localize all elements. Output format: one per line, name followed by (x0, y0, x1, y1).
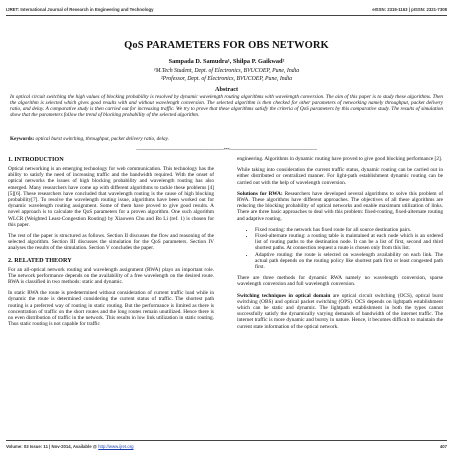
author-list: Sampada D. Samudra¹, Shilpa P. Gaikwad² (168, 58, 285, 65)
switching-paragraph (237, 293, 443, 330)
affiliation-1: ¹M.Tech Student, Dept. of Electronics, BVUCOEP, Pune, India (153, 68, 300, 74)
switching-text: are optical circuit switching (OCS), optical burst switching (OBS) and optical packet switching (OPS). OCS depends on lightpath establishment which can be static and dynamic. The lightpath establishment in both the types cannot successfully satisfy the dynamically varying demands of bandwidth of the internet traffic. The internet traffic is more dynamic and bursty in nature. Hence, it becomes difficult to maintain the current state information of the optical network. (237, 292, 443, 330)
intro-paragraph-2: The rest of the paper is structured as follows. Section II discusses the flow and reasoning of the selected algorithm. Section III discusses the simulation for the QoS parameters. Section IV analyses the results of the simulation. Section V concludes the paper. (8, 233, 214, 252)
solutions-paragraph (237, 191, 443, 222)
journal-link[interactable]: http://www.ijret.org (98, 444, 134, 449)
right-paragraph-1: engineering. Algorithms in dynamic routing have proved to give good blocking performance [2]. (237, 156, 443, 162)
abstract-heading: Abstract (214, 86, 239, 93)
section-separator: -------------------------------------------------------------------------***------------------------------------------------------------------------- (136, 147, 317, 152)
related-paragraph-2: In static RWA the route is predetermined without consideration of current traffic load while in dynamic the route is determined considering the current status of traffic. The shortest path routing is a preferred way of routing in static routing. But the performance is limited as there is concentration of traffic on the short routes and the long routes remain unutilized. Hence there is no even distribution of traffic in the network. This results in low link utilization in static routing. Thus static routing is not capable for traffic (8, 290, 214, 328)
section-heading-introduction: 1. INTRODUCTION (8, 156, 64, 163)
abstract-text: In optical circuit switching the high values of blocking probability is resolved by dynamic wavelength routing algorithms with wavelength conversion. The aim of this paper is to study these algorithms. Then the algorithm is selected which gives good results with and without wavelength conversion. The selected algorithm is then checked for other parameters of networking namely throughput, packet delivery ratio, and delay. A comparative study is then carried out for increasing traffic. We try to prove that these algorithms satisfy the criteria of QoS parameters by this comparative study. The results of simulation show that the parameters follow the trend of blocking probability of the selected algorithm. (10, 94, 443, 118)
header-rule (6, 15, 447, 16)
right-column (237, 156, 443, 438)
routing-types-list (237, 227, 443, 270)
page-number: 407 (439, 444, 447, 449)
paper-title: QoS PARAMETERS FOR OBS NETWORK (124, 40, 329, 51)
volume-text: Volume: 03 Issue: 11 | Nov-2014, Available @ (6, 444, 99, 449)
section-heading-related-theory: 2. RELATED THEORY (8, 256, 72, 264)
issn-info: eISSN: 2319-1163 | pISSN: 2321-7308 (372, 6, 447, 12)
running-header (6, 3, 447, 15)
list-item: • Adaptive routing: the route is selected on wavelength availability on each link. The actual path depends on the routing policy like shortest path first or least congested path first. (255, 252, 443, 271)
journal-name: IJRET: International Journal of Research in Engineering and Technology (6, 6, 154, 12)
list-item: • Fixed routing: the network has fixed route for all source destination pairs. (255, 227, 443, 233)
solutions-label: Solutions for RWA: (237, 190, 283, 197)
solutions-text: Researchers have developed several algorithms to solve this problem of RWA. These algorithms have different approaches. The objectives of all these algorithms are reducing the blocking probability of optical networks and enable maximum utilization of links. There are three basic approaches to deal with this problem: fixed-routing, fixed-alternate routing and adaptive routing. (237, 190, 443, 222)
list-item: • Fixed-alternate routing: a routing table is maintained at each node which is an ordered list of routing paths to the destination node. It can be a list of first, second and third shortest paths. At connection request a route is chosen only from this list. (255, 233, 443, 252)
intro-paragraph-1: Optical networking is an emerging technology for web communication. This technology has the ability to satisfy the need of increasing traffic and the bandwidth required. With the onset of optical networks the issues of high blocking probability and wavelength routing has also emerged. Many researchers have come up with different algorithms to tackle these problems [4][5][6]. These researchers have concluded that wavelength routing is the cause of high blocking probability[7]. To resolve the wavelength routing issue, algorithms have been worked out for dynamic wavelength routing assignment. Some of them have proved to give good results. A novel approach is to calculate the QoS parameters for a proven algorithm. One such algorithm WLCR (Weighted Least-Congestion Routing) by Xiaowen Chu and Bo Li (ref. 1) is chosen for this paper. (8, 166, 214, 228)
keywords-text: optical burst switching, throughput, packet delivery ratio, delay. (34, 136, 169, 142)
left-column (8, 156, 214, 438)
footer-rule (6, 440, 447, 441)
right-paragraph-2: While taking into consideration the current traffic status, dynamic routing can be carried out in either distributed or centralized manner. For light-path establishment dynamic routing can be carried out with the help of wavelength conversion. (237, 167, 443, 186)
affiliation-2: ²Professor, Dept. of Electronics, BVUCOEP, Pune, India (160, 76, 293, 82)
switching-label: Switching techniques in optical domain (237, 292, 331, 299)
volume-info (6, 444, 134, 449)
running-footer (6, 442, 447, 451)
keywords-label: Keywords: (10, 136, 35, 142)
right-paragraph-3: There are three methods for dynamic RWA namely no wavelength conversion, sparse wavelength conversion and full wavelength conversion. (237, 275, 443, 288)
keywords (10, 136, 443, 142)
related-paragraph-1: For an all-optical network routing and wavelength assignment (RWA) plays an important role. The network performance depends on the availability of a free wavelength on the desired route. RWA is classified in two methods: static and dynamic. (8, 266, 214, 286)
